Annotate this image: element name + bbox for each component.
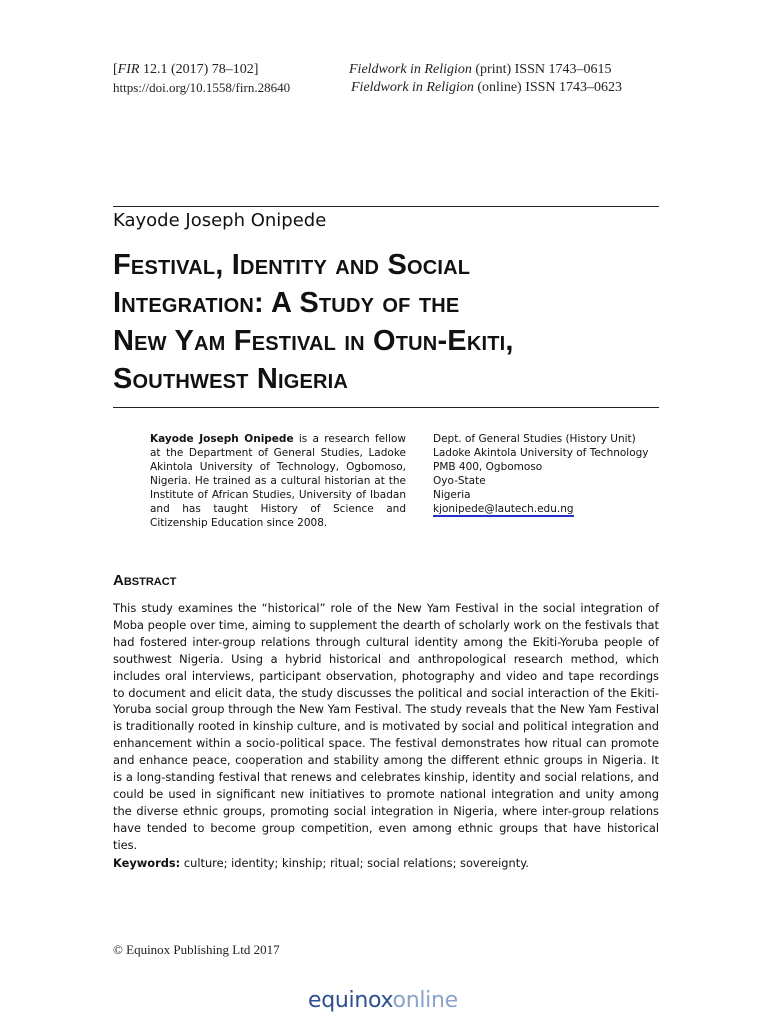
address-line: Dept. of General Studies (History Unit) <box>433 433 636 445</box>
keywords: Keywords: culture; identity; kinship; ritual; social relations; sovereignty. <box>113 856 529 870</box>
publisher-logo: equinoxonline <box>308 988 458 1013</box>
address-line: Ladoke Akintola University of Technology <box>433 447 649 459</box>
issn-online: Fieldwork in Religion (online) ISSN 1743–0623 <box>351 80 623 95</box>
title-bottom-rule <box>113 407 659 408</box>
title-line: New Yam Festival in Otun-Ekiti, <box>113 325 514 357</box>
title-line: Festival, Identity and Social <box>113 249 471 281</box>
abstract-text: This study examines the “historical” role of the New Yam Festival in the social integration of Moba people over time, aiming to supplement the dearth of scholarly work on the festivals that had fostered inter-group relations through cultural identity among the Ekiti-Yoruba people of southwest Nigeria. Using a hybrid historical and anthropological research method, which includes oral interviews, participant observation, photography and video and tape recordings to document and elicit data, the study discusses the political and social interaction of the Ekiti-Yoruba social group through the New Yam Festival. The study reveals that the New Yam Festival is traditionally rooted in kinship culture, and is motivated by social and political integration and enhancement within a socio-political space. The festival demonstrates how ritual can promote and enhance peace, cooperation and stability among the different ethnic groups in Nigeria. It is a long-standing festival that renews and celebrates kinship, identity and social relations, and could be used in significant new initiatives to promote national integration and unity among the diverse ethnic groups, promoting social integration in Nigeria, where inter-group relations have tended to become group competition, even among ethnic groups that have historical ties. <box>113 601 659 852</box>
address-line: Nigeria <box>433 489 471 501</box>
address-line: PMB 400, Ogbomoso <box>433 461 543 473</box>
address-line: Oyo-State <box>433 475 486 487</box>
author-address <box>433 432 673 516</box>
article-author: Kayode Joseph Onipede <box>113 210 327 231</box>
author-email-link[interactable]: kjonipede@lautech.edu.ng <box>433 503 574 515</box>
doi-link[interactable]: https://doi.org/10.1558/firn.28640 <box>113 80 291 95</box>
author-bio: Kayode Joseph Onipede is a research fellow at the Department of General Studies, Ladoke Akintola University of Technology, Ogbomoso, Nigeria. He trained as a cultural historian at the Institute of African Studies, University of Ibadan and has taught History of Science and Citizenship Education since 2008. <box>150 433 406 529</box>
article-title <box>113 246 673 398</box>
abstract-heading: Abstract <box>113 572 177 589</box>
title-line: Integration: A Study of the <box>113 287 460 319</box>
title-line: Southwest Nigeria <box>113 363 349 395</box>
title-top-rule <box>113 206 659 207</box>
copyright-notice: © Equinox Publishing Ltd 2017 <box>113 942 280 957</box>
journal-citation: [FIR 12.1 (2017) 78–102] <box>113 62 259 77</box>
issn-print: Fieldwork in Religion (print) ISSN 1743–0615 <box>349 62 612 77</box>
